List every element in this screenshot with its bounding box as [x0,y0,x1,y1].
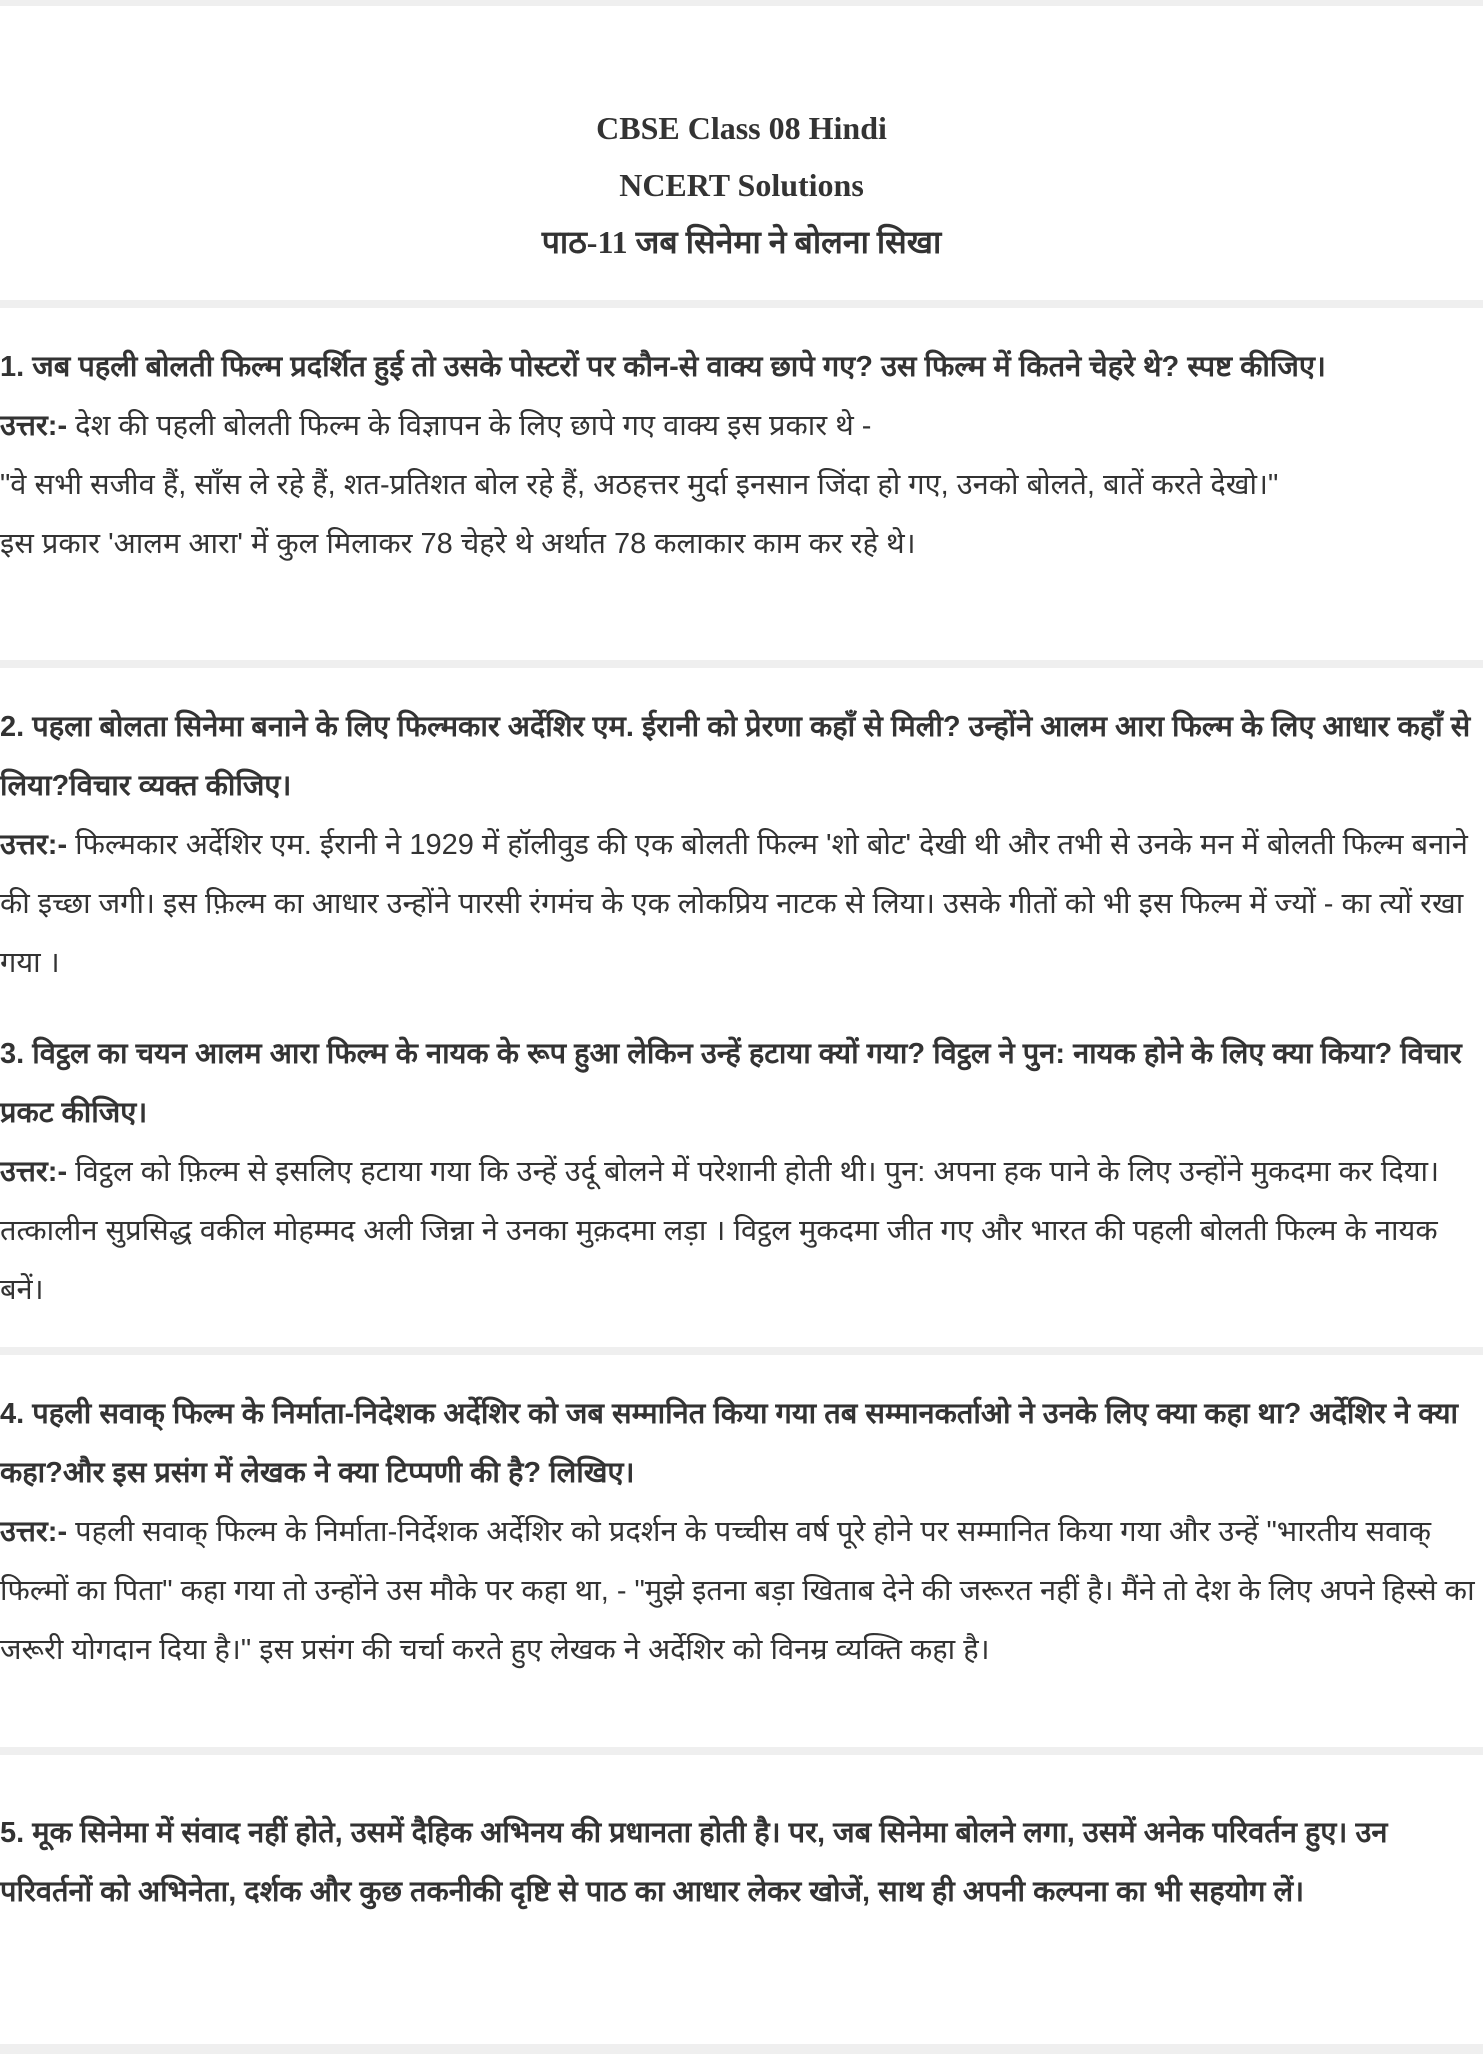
answer-label: उत्तर:- [0,829,68,861]
answer-line: पहली सवाक् फिल्म के निर्माता-निर्देशक अर्देशिर को प्रदर्शन के पच्चीस वर्ष पूरे होने पर सम्मानित किया गया और उन्हें "भारतीय सवाक् फिल्मों का पिता" कहा गया तो उन्होंने उस मौके पर कहा था, - "मुझे इतना बड़ा खिताब देने की जरूरत नहीं है। मैंने तो देश के लिए अपने हिस्से का जरूरी योगदान दिया है।" इस प्रसंग की चर्चा करते हुए लेखक ने अर्देशिर को विनम्र व्यक्ति कहा है। [0,1516,1475,1666]
question-block-3 [0,1025,1483,1320]
header-subtitle: NCERT Solutions [619,167,864,203]
header-title: CBSE Class 08 Hindi [596,110,887,146]
question-text: 1. जब पहली बोलती फिल्म प्रदर्शित हुई तो उसके पोस्टरों पर कौन-से वाक्य छापे गए? उस फिल्म में कितने चेहरे थे? स्पष्ट कीजिए। [0,351,1326,383]
question-block-5 [0,1804,1483,1922]
answer-text [0,1143,1483,1320]
question-text: 5. मूक सिनेमा में संवाद नहीं होते, उसमें दैहिक अभिनय की प्रधानता होती है। पर, जब सिनेमा बोलने लगा, उसमें अनेक परिवर्तन हुए। उन परिवर्तनों को अभिनेता, दर्शक और कुछ तकनीकी दृष्टि से पाठ का आधार लेकर खोजें, साथ ही अपनी कल्पना का भी सहयोग लें। [0,1817,1388,1908]
answer-line: विट्ठल को फ़िल्म से इसलिए हटाया गया कि उन्हें उर्दू बोलने में परेशानी होती थी। पुन: अपना हक पाने के लिए उन्होंने मुकदमा कर दिया। तत्कालीन सुप्रसिद्ध वकील मोहम्मद अली जिन्ना ने उनका मुक़दमा लड़ा । विट्ठल मुकदमा जीत गए और भारत की पहली बोलती फिल्म के नायक बनें। [0,1156,1440,1306]
question-text: 2. पहला बोलता सिनेमा बनाने के लिए फिल्मकार अर्देशिर एम. ईरानी को प्रेरणा कहाँ से मिली? उन्होंने आलम आरा फिल्म के लिए आधार कहाँ से लिया?विचार व्यक्त कीजिए। [0,711,1471,802]
section-divider [0,1747,1483,1755]
question-block-4 [0,1385,1483,1680]
section-divider [0,660,1483,668]
bottom-divider [0,2044,1483,2054]
answer-text [0,816,1483,993]
top-divider [0,0,1483,6]
question-text: 3. विट्ठल का चयन आलम आरा फिल्म के नायक के रूप हुआ लेकिन उन्हें हटाया क्यों गया? विट्ठल ने पुन: नायक होने के लिए क्या किया? विचार प्रकट कीजिए। [0,1038,1462,1129]
answer-text [0,397,1483,456]
question-block-2 [0,698,1483,993]
answer-line: देश की पहली बोलती फिल्म के विज्ञापन के लिए छापे गए वाक्य इस प्रकार थे - [67,410,872,442]
answer-label: उत्तर:- [0,1516,68,1548]
document-header [0,100,1483,271]
question-block-1 [0,338,1483,574]
answer-line: "वे सभी सजीव हैं, साँस ले रहे हैं, शत-प्रतिशत बोल रहे हैं, अठहत्तर मुर्दा इनसान जिंदा हो गए, उनको बोलते, बातें करते देखो।" [0,469,1279,501]
section-divider [0,300,1483,308]
answer-label: उत्तर:- [0,410,68,442]
answer-text [0,1503,1483,1680]
answer-label: उत्तर:- [0,1156,68,1188]
answer-line: इस प्रकार 'आलम आरा' में कुल मिलाकर 78 चेहरे थे अर्थात 78 कलाकार काम कर रहे थे। [0,528,916,560]
chapter-title: पाठ-11 जब सिनेमा ने बोलना सिखा [541,224,942,260]
section-divider [0,1347,1483,1355]
answer-line: फिल्मकार अर्देशिर एम. ईरानी ने 1929 में हॉलीवुड की एक बोलती फिल्म 'शो बोट' देखी थी और तभी से उनके मन में बोलती फिल्म बनाने की इच्छा जगी। इस फ़िल्म का आधार उन्होंने पारसी रंगमंच के एक लोकप्रिय नाटक से लिया। उसके गीतों को भी इस फिल्म में ज्यों - का त्यों रखा गया । [0,829,1468,979]
question-text: 4. पहली सवाक् फिल्म के निर्माता-निदेशक अर्देशिर को जब सम्मानित किया गया तब सम्मानकर्ताओ ने उनके लिए क्या कहा था? अर्देशिर ने क्या कहा?और इस प्रसंग में लेखक ने क्या टिप्पणी की है? लिखिए। [0,1398,1459,1489]
